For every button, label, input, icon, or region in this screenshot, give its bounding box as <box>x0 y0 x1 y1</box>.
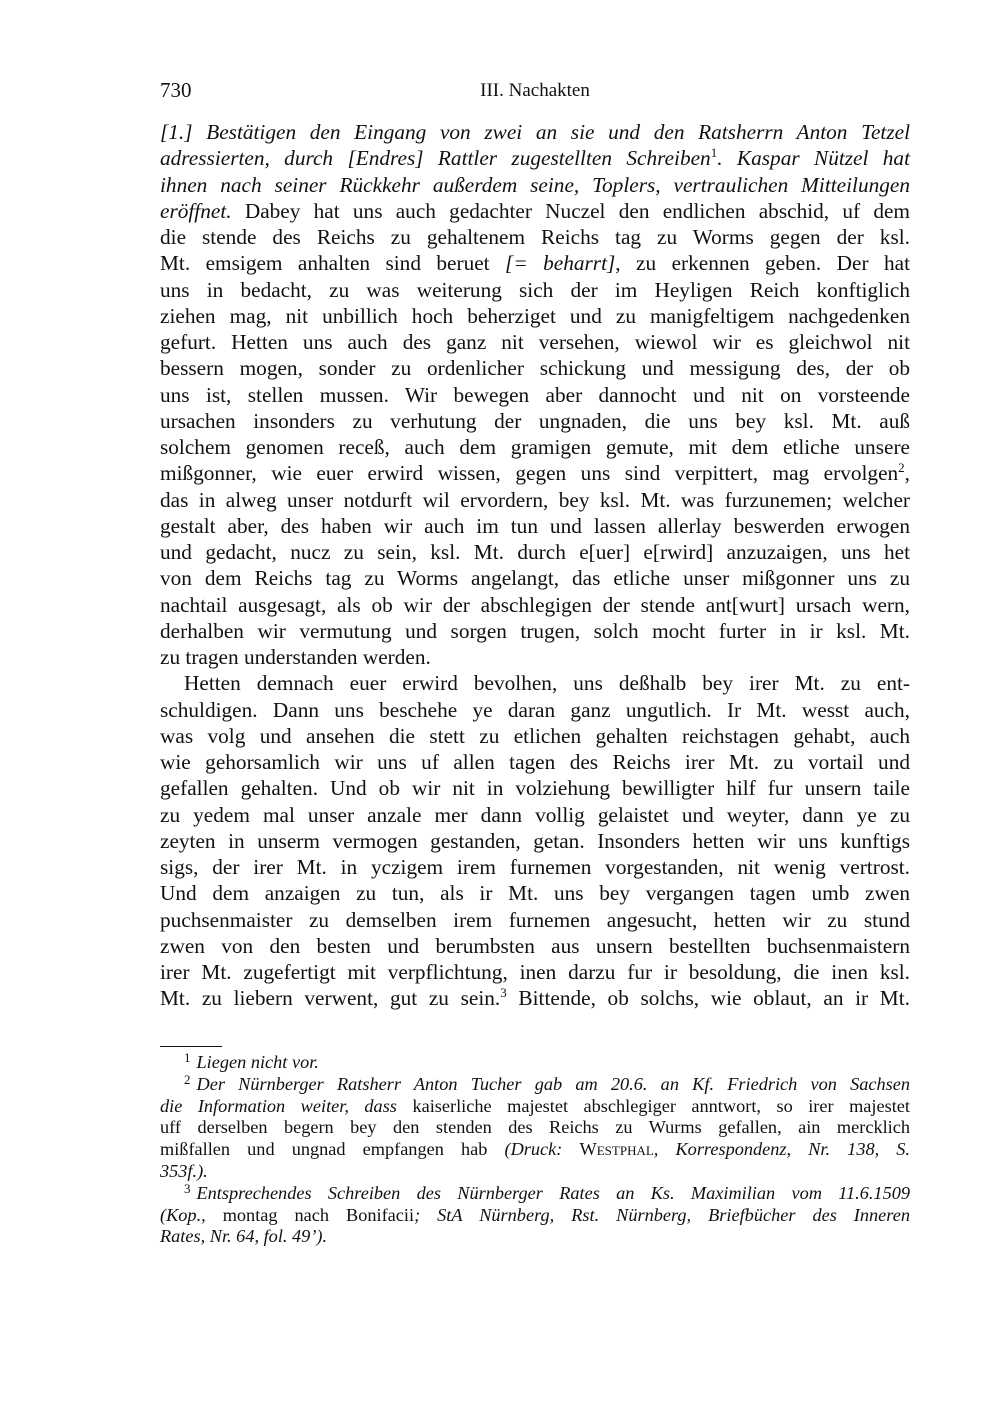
text-segment: 353f.). <box>160 1160 208 1181</box>
text-segment: zu yedem mal unser anzale mer dann vollig gelaistet und weyter, dann ye zu <box>160 802 910 827</box>
text-segment: und gedacht, nucz zu sein, ksl. Mt. durch e[uer] e[rwird] anzuzaigen, uns het <box>160 540 910 564</box>
text-segment: Westphal <box>579 1139 654 1160</box>
footnote-number: 1 <box>184 1050 191 1065</box>
text-segment: . Kaspar Nützel hat <box>717 146 910 171</box>
text-segment: Mt. zu liebern verwent, gut zu sein. <box>160 986 501 1011</box>
text-line <box>160 172 910 198</box>
text-segment: kaiserliche majestet abschlegiger anntwort, so irer majestet <box>396 1095 910 1116</box>
text-segment: gefallen gehalten. Und ob wir nit in volziehung bewilligter hilf fur unsern taile <box>160 776 910 801</box>
footnote-number: 2 <box>184 1071 191 1087</box>
text-line <box>160 277 910 303</box>
text-segment: das in alweg unser notdurft wil ervordern, bey ksl. Mt. was furzunemen; welcher <box>160 487 910 512</box>
text-segment: Mt. emsigem anhalten sind beruet <box>160 251 506 276</box>
text-segment: Dabey hat uns auch gedachter Nuczel den endlichen abschid, uf dem <box>231 198 910 223</box>
footnote-reference: 2 <box>898 460 905 476</box>
page-header <box>160 78 910 108</box>
text-segment: Und dem anzaigen zu tun, als ir Mt. uns bey vergangen tagen umb zwen <box>160 881 910 906</box>
text-segment: ihnen nach seiner Rückkehr außerdem seine, Toplers, vertraulichen Mitteilungen <box>160 172 910 197</box>
text-segment: irer Mt. zugefertigt mit verpflichtung, inen darzu fur ir besoldung, die inen ksl. <box>160 960 910 984</box>
text-line <box>160 880 910 906</box>
text-line <box>160 487 910 513</box>
text-line <box>160 434 910 460</box>
text-segment: adressierten, durch [Endres] Rattler zugestellten Schreiben <box>160 146 711 171</box>
text-line <box>160 985 910 1011</box>
text-segment: zwen von den besten und berumbsten aus unsern bestellten buchsenmaistern <box>160 933 910 958</box>
text-segment: gefurt. Hetten uns auch des ganz nit versehen, wiewol wir es gleichwol nit <box>160 330 910 354</box>
text-segment: von dem Reichs tag zu Worms angelangt, das etliche unser mißgonner uns zu <box>160 566 910 591</box>
text-line <box>160 723 910 749</box>
text-line <box>160 749 910 775</box>
text-segment: eröffnet. <box>160 198 232 223</box>
text-line <box>160 933 910 959</box>
text-line <box>160 119 910 145</box>
footnote-line <box>160 1180 910 1205</box>
text-segment: was volg und ansehen die stett zu etlichen gehalten reichstagen gehabt, auch <box>160 723 910 748</box>
page-number: 730 <box>160 78 192 102</box>
text-segment: schuldigen. Dann uns beschehe ye daran ganz ungutlich. Ir Mt. wesst auch, <box>160 697 910 722</box>
footnote-reference: 1 <box>710 145 718 161</box>
text-segment: Bittende, ob solchs, wie oblaut, an ir Mt. <box>506 986 910 1011</box>
text-line <box>160 907 910 933</box>
text-segment: gestalt aber, des haben wir auch im tun und lassen allerlay beswerden erwogen <box>160 513 910 538</box>
footnote-line <box>160 1139 910 1161</box>
footnote-reference: 3 <box>500 985 507 1001</box>
footnote-line <box>160 1161 910 1183</box>
text-segment: bessern mogen, sonder zu ordenlicher schickung und messigung des, der ob <box>160 356 910 381</box>
text-segment: Entsprechendes Schreiben des Nürnberger Rates an Ks. Maximilian vom 11.6.1509 <box>196 1182 910 1203</box>
text-line <box>160 408 910 434</box>
text-segment: montag nach Bonifacii <box>205 1204 415 1225</box>
text-line <box>160 565 910 591</box>
footnote-line <box>160 1052 910 1074</box>
text-segment: [= beharrt] <box>505 251 616 276</box>
text-segment: die Information weiter, dass <box>160 1095 397 1116</box>
footnote-line <box>160 1226 910 1248</box>
text-segment: Liegen nicht vor. <box>196 1052 319 1072</box>
text-line <box>160 854 910 880</box>
text-line <box>160 644 910 670</box>
text-segment: die stende des Reichs zu gehaltenem Reichs tag zu Worms gegen der ksl. <box>160 225 910 249</box>
text-line <box>160 959 910 985</box>
text-segment: mißgonner, wie euer erwird wissen, gegen uns sind verpittert, mag ervolgen <box>160 461 899 486</box>
text-segment: puchsenmaister zu demselben irem furnemen angesucht, hetten wir zu stund <box>160 907 910 932</box>
text-segment: , Korrespondenz, Nr. 138, S. <box>653 1139 910 1160</box>
text-segment: (Druck: <box>504 1139 580 1160</box>
text-segment: uns ist, stellen mussen. Wir bewegen aber dannocht und nit on vorsteende <box>160 382 910 407</box>
text-segment: (Kop., <box>160 1204 206 1225</box>
text-segment: Hetten demnach euer erwird bevolhen, uns deßhalb bey irer Mt. zu ent- <box>184 671 910 696</box>
text-line <box>160 670 910 696</box>
text-segment: zeyten in unserm vermogen gestanden, getan. Insonders hetten wir uns kunftigs <box>160 828 910 853</box>
text-segment: uff derselben begern bey den stenden des Reichs zu Wurms gefallen, ain mercklich <box>160 1117 910 1138</box>
text-line <box>160 539 910 565</box>
text-line <box>160 592 910 618</box>
footnote-line <box>160 1096 910 1118</box>
text-segment: nachtail ausgesagt, als ob wir der abschlegigen der stende ant[wurt] ursach wern, <box>160 592 910 617</box>
text-line <box>160 618 910 644</box>
text-segment: [1.] Bestätigen den Eingang von zwei an sie und den Ratsherrn Anton Tetzel <box>160 120 910 144</box>
main-text <box>160 119 910 1012</box>
text-segment: mißfallen und ungnad empfangen hab <box>160 1139 505 1160</box>
text-line <box>160 329 910 355</box>
text-segment: ; StA Nürnberg, Rst. Nürnberg, Briefbücher des Inneren <box>414 1204 910 1225</box>
text-line <box>160 697 910 723</box>
text-segment: wie gehorsamlich wir uns uf allen tagen des Reichs irer Mt. zu vortail und <box>160 750 910 774</box>
text-line <box>160 802 910 828</box>
text-segment: ursachen insonders zu verhutung der ungnaden, die uns bey ksl. Mt. auß <box>160 408 910 433</box>
text-line <box>160 224 910 250</box>
text-line <box>160 828 910 854</box>
text-line <box>160 460 910 486</box>
text-line <box>160 250 910 276</box>
text-segment: , <box>904 461 910 486</box>
text-segment: Rates, Nr. 64, fol. 49’). <box>160 1226 328 1247</box>
text-segment: uns in bedacht, zu was weiterung sich der im Heyligen Reich konftiglich <box>160 277 910 302</box>
text-line <box>160 775 910 801</box>
footnote-line <box>160 1117 910 1139</box>
footnotes <box>160 1052 910 1248</box>
text-line <box>160 145 910 171</box>
footnote-number: 3 <box>184 1180 191 1196</box>
text-segment: , zu erkennen geben. Der hat <box>615 251 910 276</box>
footnote-line <box>160 1205 910 1227</box>
text-segment: sigs, der irer Mt. in yczigem irem furnemen vorgestanden, nit wenig vertrost. <box>160 855 910 879</box>
text-segment: Der Nürnberger Ratsherr Anton Tucher gab am 20.6. an Kf. Friedrich von Sachsen <box>196 1073 910 1094</box>
text-line <box>160 382 910 408</box>
footnote-separator <box>160 1046 222 1047</box>
text-segment: ziehen mag, nit unbillich hoch beherziget und zu manigfeltigem nachgedenken <box>160 303 910 328</box>
text-segment: solchem genomen receß, auch dem gramigen gemute, mit dem etliche unsere <box>160 435 910 459</box>
text-line <box>160 303 910 329</box>
running-title: III. Nachakten <box>480 80 590 101</box>
text-segment: derhalben wir vermutung und sorgen trugen, solch mocht furter in ir ksl. Mt. <box>160 618 910 643</box>
text-segment: zu tragen understanden werden. <box>160 645 431 669</box>
text-line <box>160 513 910 539</box>
text-line <box>160 198 910 224</box>
text-line <box>160 355 910 381</box>
footnote-line <box>160 1071 910 1096</box>
